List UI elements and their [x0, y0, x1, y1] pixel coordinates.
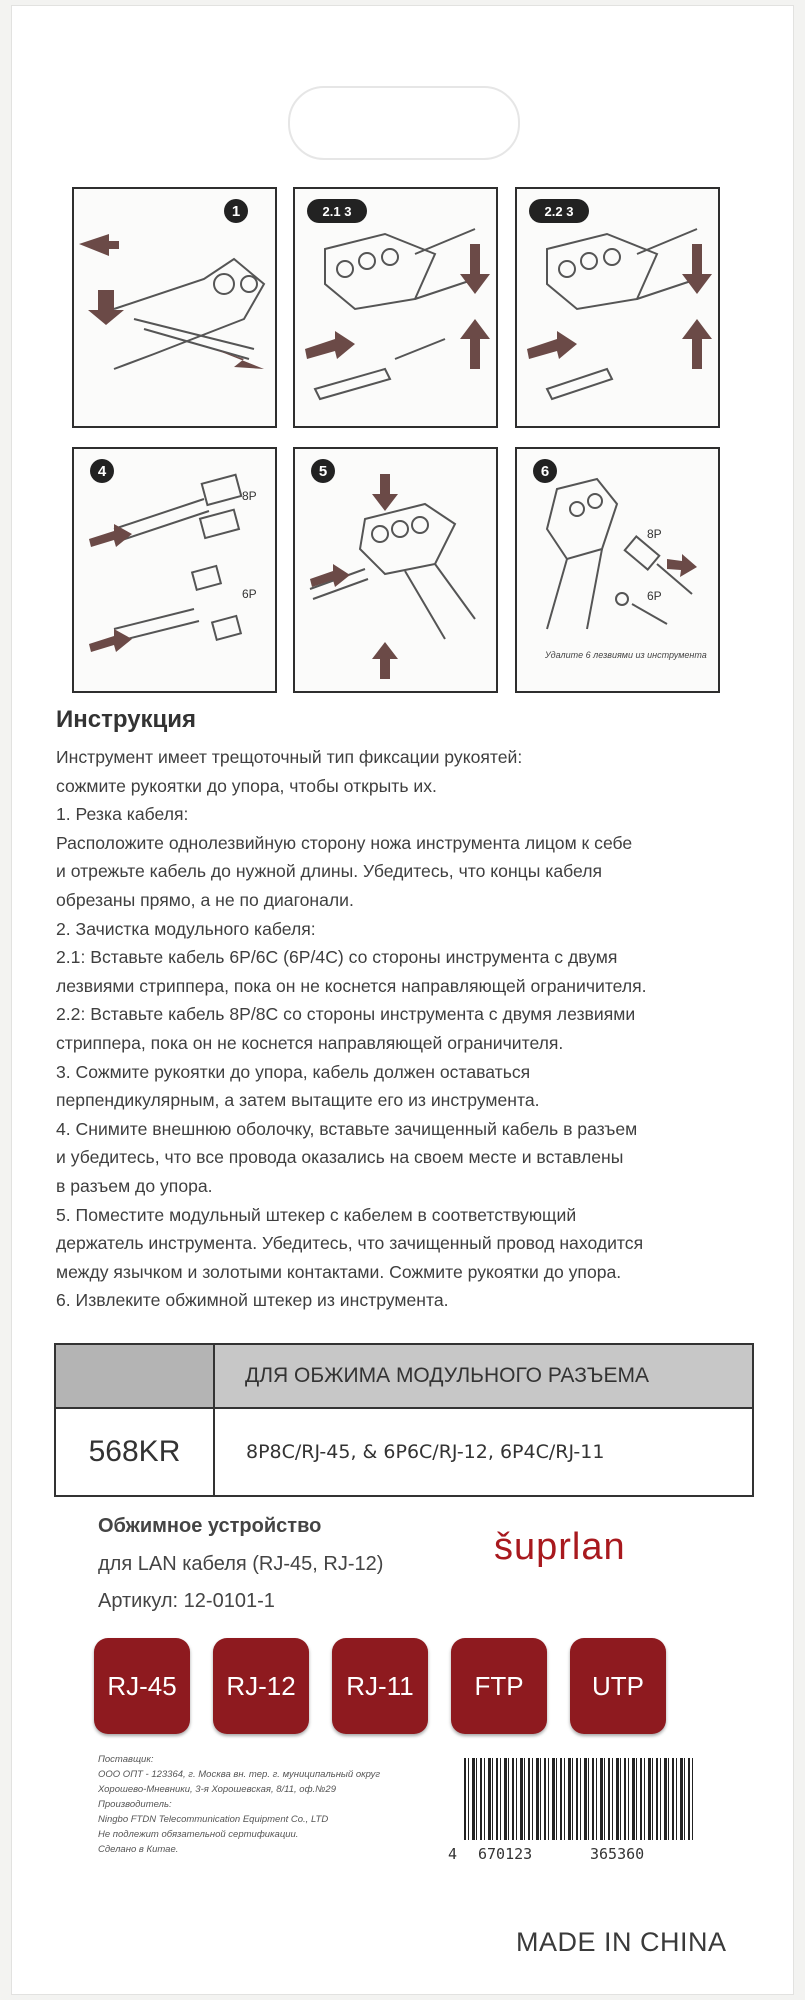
badge-utp: UTP [570, 1638, 666, 1734]
instruction-line: 6. Извлеките обжимной штекер из инструмента. [56, 1290, 449, 1311]
instruction-line: 3. Сожмите рукоятки до упора, кабель должен оставаться [56, 1061, 531, 1082]
product-name: Обжимное устройство [98, 1515, 322, 1537]
step-marker: 6 [533, 459, 557, 483]
spec-header-blank [56, 1345, 215, 1409]
tool-crimp-illustration [295, 449, 496, 691]
instruction-line: между язычком и золотыми контактами. Сожмите рукоятки до упора. [56, 1261, 622, 1282]
badge-ftp: FTP [451, 1638, 547, 1734]
badge-rj11: RJ-11 [332, 1638, 428, 1734]
plug-insert-illustration [74, 449, 275, 691]
badge-rj12: RJ-12 [213, 1638, 309, 1734]
instruction-line: Инструмент имеет трещоточный тип фиксации рукоятей: [56, 747, 523, 767]
step-marker: 4 [90, 459, 114, 483]
instruction-line: и убедитесь, что все провода оказались на своем месте и вставлены [56, 1147, 624, 1168]
instruction-line: 2. Зачистка модульного кабеля: [56, 918, 316, 939]
country-of-origin: MADE IN CHINA [516, 1927, 727, 1957]
instruction-line: 4. Снимите внешнюю оболочку, вставьте зачищенный кабель в разъем [56, 1118, 638, 1139]
hanger-slot [288, 86, 520, 160]
step-marker: 2.2 3 [529, 199, 589, 223]
instruction-line: перпендикулярным, а затем вытащите его из инструмента. [56, 1090, 540, 1111]
diagram-panel-1 [72, 187, 277, 428]
instruction-line: 2.2: Вставьте кабель 8P/8C со стороны инструмента с двумя лезвиями [56, 1004, 636, 1025]
tool-cut-illustration [74, 189, 275, 426]
instructions-body [56, 743, 756, 1315]
fine-print-line: Хорошево-Мневники, 3-я Хорошевская, 8/11, оф.№29 [98, 1784, 336, 1795]
diagram-panel-2 [293, 187, 498, 428]
instruction-line: Расположите однолезвийную сторону ножа инструмента лицом к себе [56, 832, 633, 853]
fine-print-line: Поставщик: [98, 1754, 154, 1765]
diagram-panel-4 [72, 447, 277, 693]
instruction-line: 1. Резка кабеля: [56, 804, 189, 825]
tool-strip-illustration [295, 189, 496, 426]
label-8p: 8P [242, 489, 257, 503]
connector-types: 8P8C/RJ-45, & 6P6C/RJ-12, 6P4C/RJ-11 [246, 1441, 605, 1463]
instruction-line: обрезаны прямо, а не по диагонали. [56, 889, 354, 910]
barcode [464, 1758, 694, 1840]
label-6p: 6P [242, 587, 257, 601]
plug-remove-illustration [517, 449, 718, 691]
barcode-left-digits: 670123 [478, 1845, 533, 1863]
badge-rj45: RJ-45 [94, 1638, 190, 1734]
barcode-right-digits: 365360 [590, 1845, 645, 1863]
model-number: 568KR [56, 1409, 215, 1495]
panel-caption: Удалите 6 лезвиями из инструмента [545, 650, 707, 660]
fine-print-line: Ningbo FTDN Telecommunication Equipment Co., LTD [98, 1814, 329, 1825]
label-8p: 8P [647, 527, 662, 541]
barcode-lead-digit: 4 [448, 1845, 458, 1863]
fine-print-line: Не подлежит обязательной сертификации. [98, 1829, 299, 1840]
step-marker: 5 [311, 459, 335, 483]
instruction-line: 2.1: Вставьте кабель 6P/6C (6P/4C) со стороны инструмента с двумя [56, 947, 618, 968]
fine-print-line: ООО ОПТ - 123364, г. Москва вн. тер. г. муниципальный округ [98, 1769, 381, 1780]
fine-print-line: Сделано в Китае. [98, 1844, 179, 1855]
brand-logo: šuprlan [494, 1526, 626, 1568]
product-subtitle: для LAN кабеля (RJ-45, RJ-12) [98, 1553, 384, 1575]
fine-print [98, 1752, 448, 1857]
instructions-title: Инструкция [56, 706, 197, 733]
product-article: Артикул: 12-0101-1 [98, 1590, 275, 1612]
fine-print-line: Производитель: [98, 1799, 172, 1810]
instruction-line: сожмите рукоятки до упора, чтобы открыть их. [56, 775, 437, 796]
instruction-line: и отрежьте кабель до нужной длины. Убедитесь, что концы кабеля [56, 861, 603, 882]
diagram-panel-5 [293, 447, 498, 693]
spec-header: ДЛЯ ОБЖИМА МОДУЛЬНОГО РАЗЪЕМА [215, 1345, 752, 1409]
instruction-line: держатель инструмента. Убедитесь, что зачищенный провод находится [56, 1233, 644, 1254]
instruction-line: в разъем до упора. [56, 1175, 213, 1196]
label-6p: 6P [647, 589, 662, 603]
instruction-line: лезвиями стриппера, пока он не коснется направляющей ограничителя. [56, 975, 647, 996]
spec-table [54, 1343, 754, 1497]
tool-strip-illustration [517, 189, 718, 426]
step-marker: 1 [224, 199, 248, 223]
instruction-line: стриппера, пока он не коснется направляющей ограничителя. [56, 1032, 564, 1053]
instruction-line: 5. Поместите модульный штекер с кабелем в соответствующий [56, 1204, 577, 1225]
diagram-panel-3 [515, 187, 720, 428]
step-marker: 2.1 3 [307, 199, 367, 223]
diagram-panel-6 [515, 447, 720, 693]
